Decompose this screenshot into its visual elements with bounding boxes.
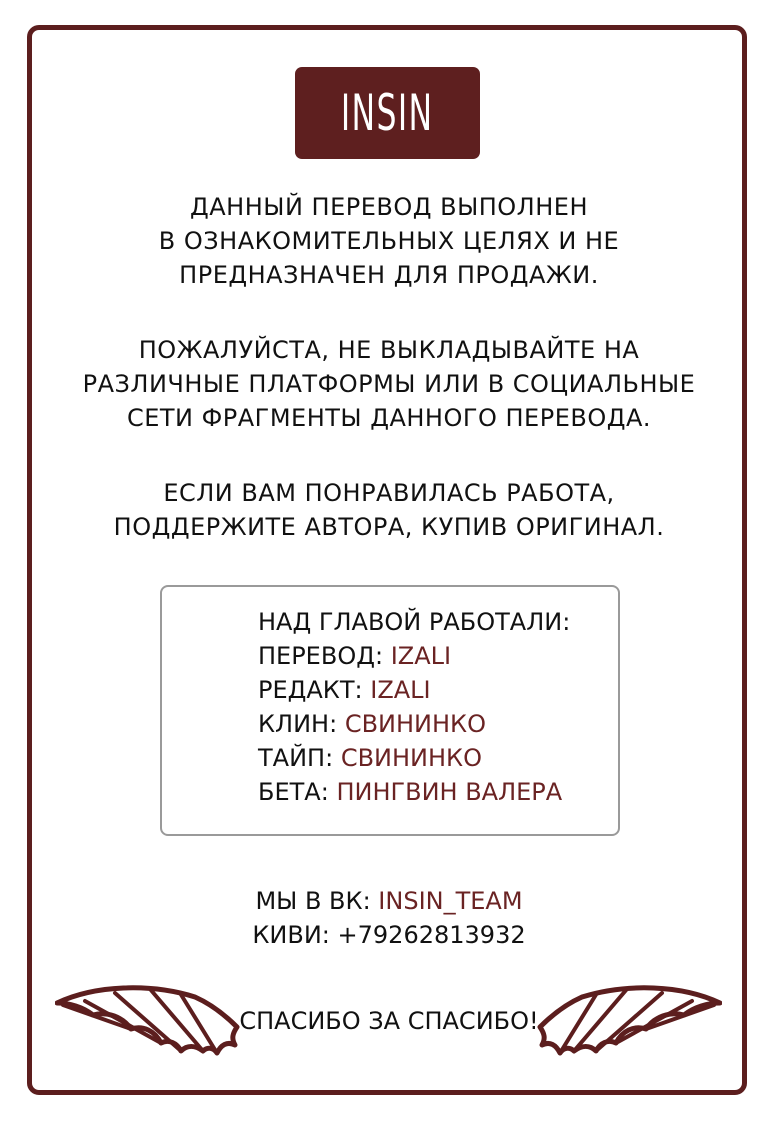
credit-label: БЕТА: — [258, 778, 329, 806]
disclaimer-line: ПОДДЕРЖИТЕ АВТОРА, КУПИВ ОРИГИНАЛ. — [113, 513, 665, 541]
bat-wing-left-icon — [55, 975, 240, 1065]
disclaimer-line: В ОЗНАКОМИТЕЛЬНЫХ ЦЕЛЯХ И НЕ — [158, 227, 620, 255]
credits-heading: НАД ГЛАВОЙ РАБОТАЛИ: — [258, 608, 571, 636]
credit-value: СВИНИНКО — [340, 744, 482, 772]
credit-label: КЛИН: — [258, 710, 338, 738]
vk-label: МЫ В ВК: — [255, 887, 371, 915]
credit-label: РЕДАКТ: — [258, 676, 363, 704]
contacts — [40, 884, 738, 952]
credit-row-translation — [258, 639, 618, 673]
disclaimer-line: ЕСЛИ ВАМ ПОНРАВИЛАСЬ РАБОТА, — [163, 479, 615, 507]
bat-wing-right-icon — [537, 975, 722, 1065]
qiwi-label: КИВИ: — [252, 921, 330, 949]
disclaimer-line: ПОЖАЛУЙСТА, НЕ ВЫКЛАДЫВАЙТЕ НА — [138, 336, 640, 364]
credit-row-typesetting — [258, 741, 618, 775]
credit-label: ТАЙП: — [258, 744, 334, 772]
credit-row-cleaning — [258, 707, 618, 741]
disclaimer-line: РАЗЛИЧНЫЕ ПЛАТФОРМЫ ИЛИ В СОЦИАЛЬНЫЕ — [82, 370, 696, 398]
disclaimer-line: ДАННЫЙ ПЕРЕВОД ВЫПОЛНЕН — [190, 193, 588, 221]
credit-value: ПИНГВИН ВАЛЕРА — [336, 778, 563, 806]
disclaimer-paragraph-1 — [40, 190, 738, 292]
disclaimer-paragraph-2 — [40, 333, 738, 435]
insin-logo — [295, 67, 480, 159]
vk-link[interactable]: INSIN_TEAM — [378, 887, 523, 915]
credits-box — [160, 585, 620, 836]
thanks-message: СПАСИБО ЗА СПАСИБО! — [239, 1007, 539, 1035]
disclaimer-paragraph-3 — [40, 476, 738, 544]
credit-row-beta — [258, 775, 618, 809]
disclaimer-line: ПРЕДНАЗНАЧЕН ДЛЯ ПРОДАЖИ. — [179, 261, 599, 289]
disclaimer-line: СЕТИ ФРАГМЕНТЫ ДАННОГО ПЕРЕВОДА. — [126, 404, 652, 432]
qiwi-number: +79262813932 — [337, 921, 526, 949]
credit-value: СВИНИНКО — [344, 710, 486, 738]
qiwi-contact — [40, 918, 738, 952]
logo-text: INSIN — [341, 84, 434, 142]
credit-row-editing — [258, 673, 618, 707]
vk-contact — [40, 884, 738, 918]
credit-value: IZALI — [390, 642, 452, 670]
credit-label: ПЕРЕВОД: — [258, 642, 384, 670]
credit-value: IZALI — [370, 676, 431, 704]
